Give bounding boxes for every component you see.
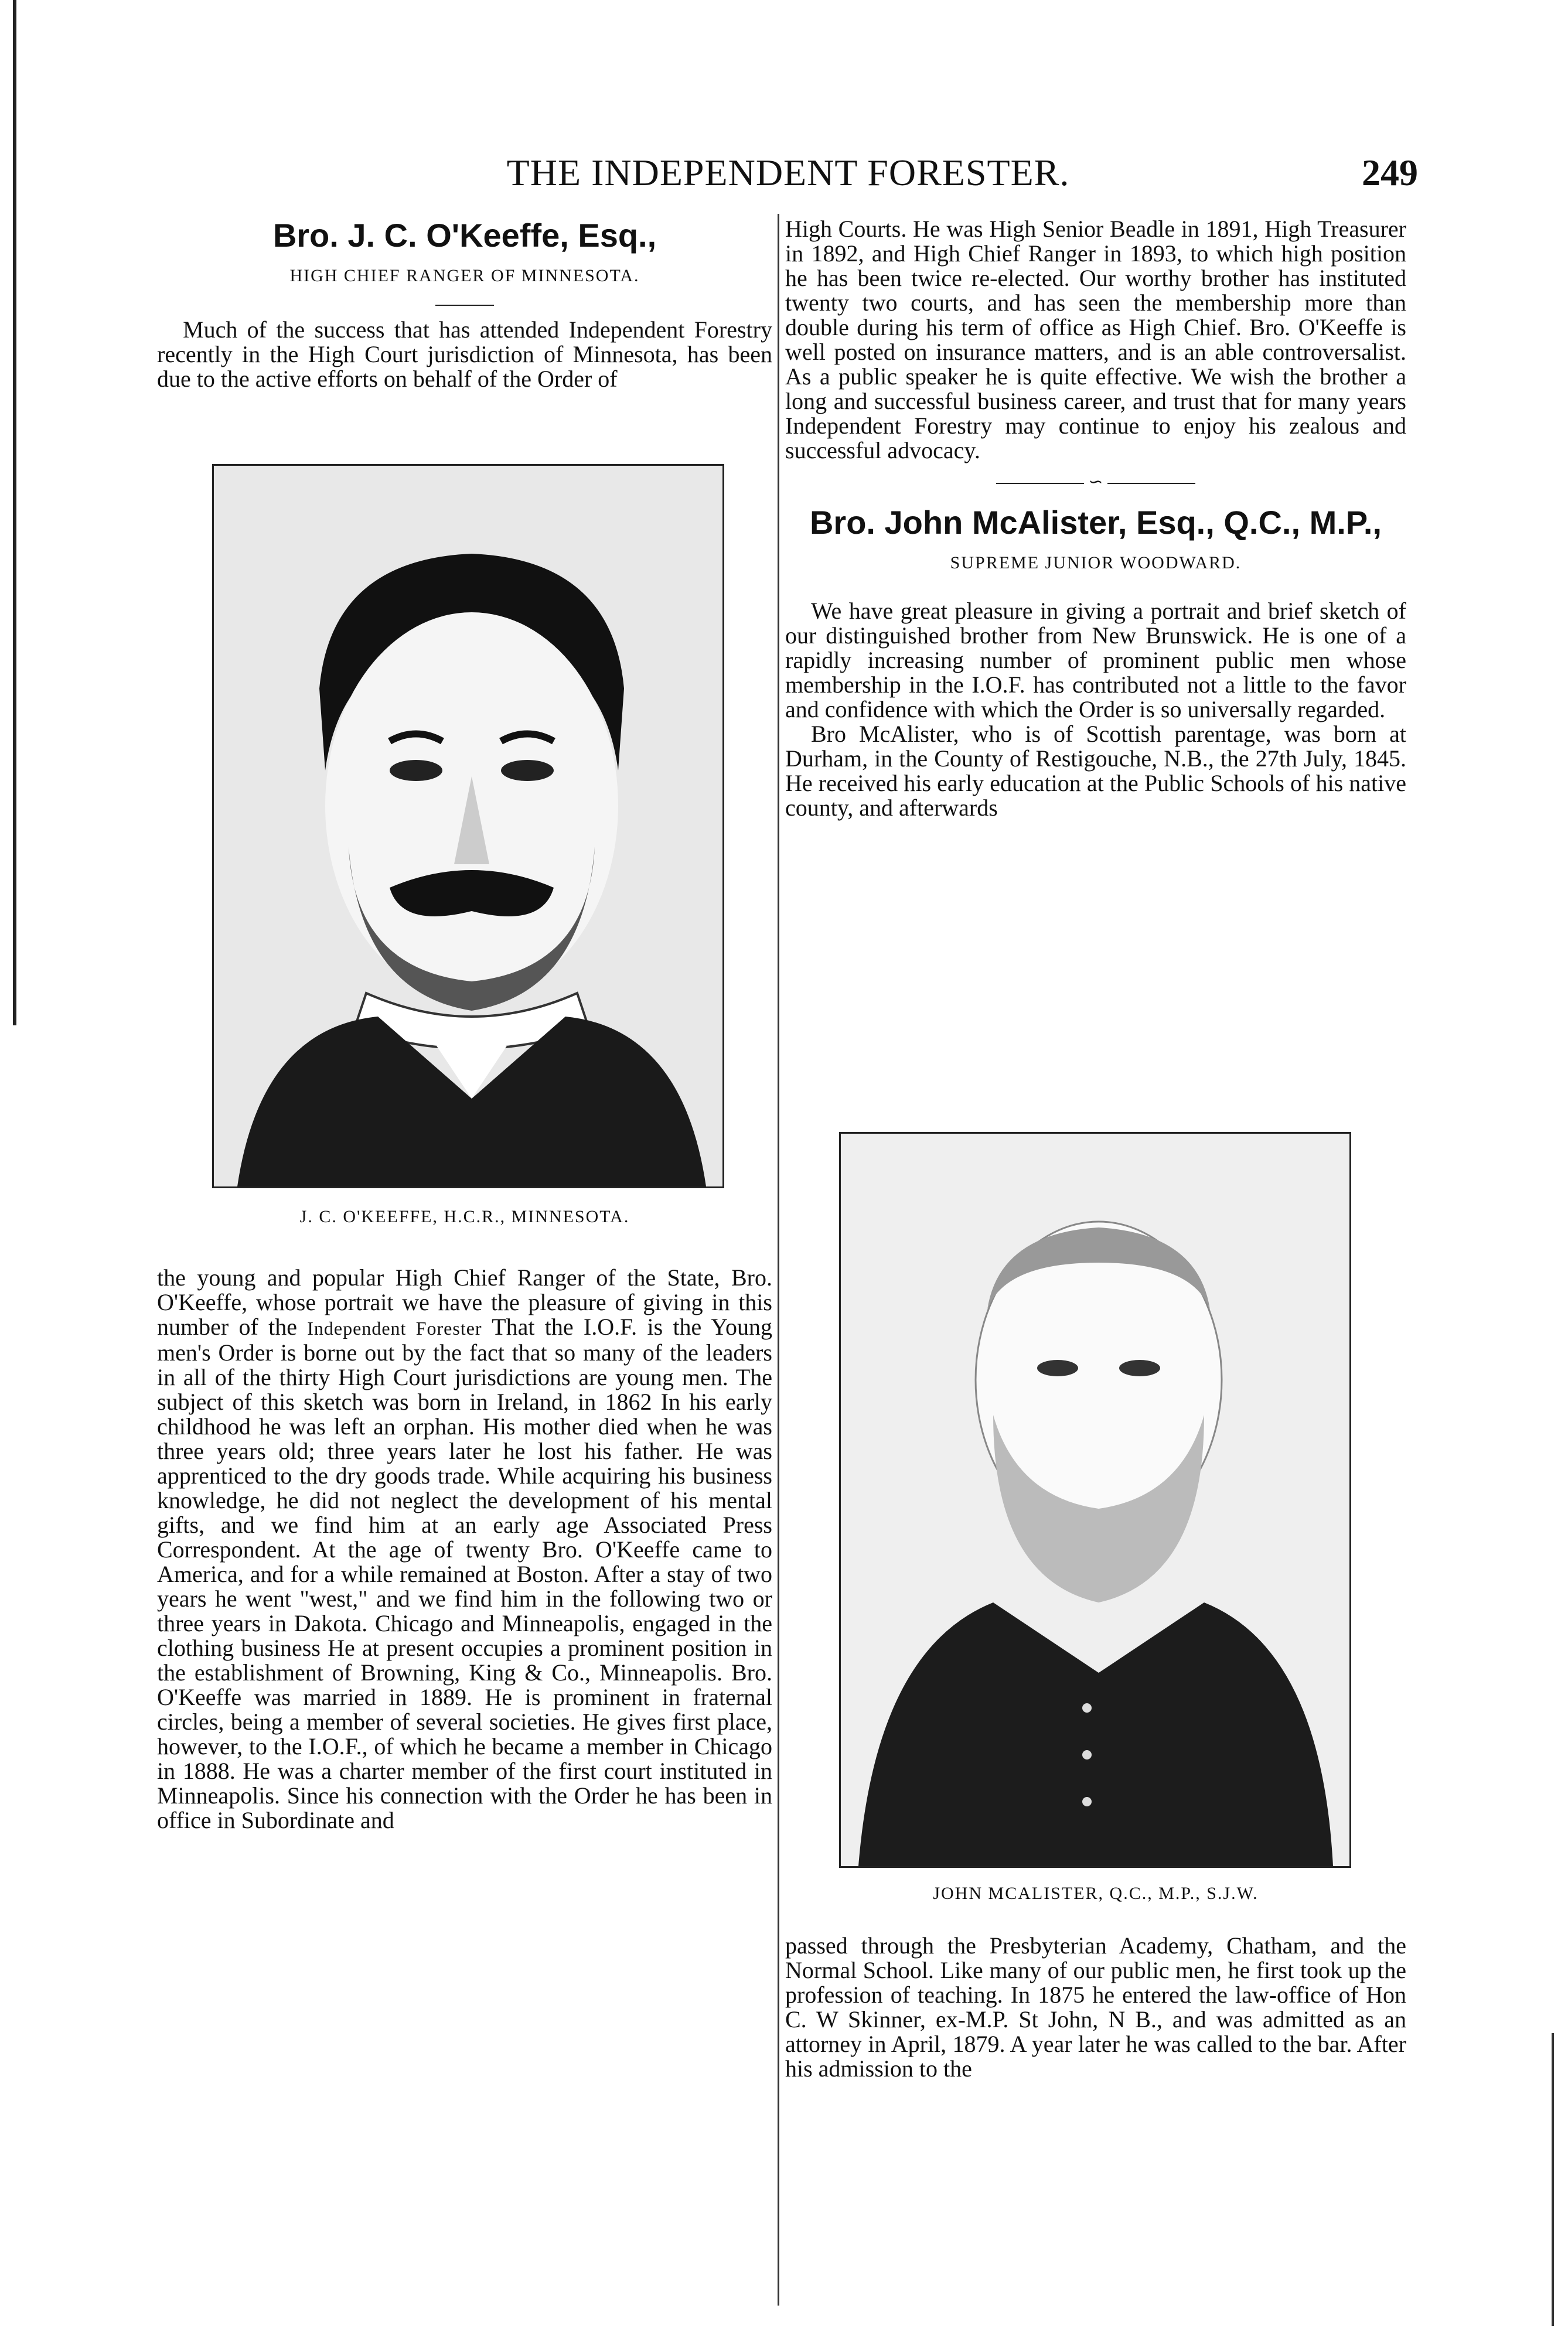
page-edge-shadow xyxy=(13,0,16,1025)
column-rule xyxy=(778,214,779,2306)
portrait-mcalister xyxy=(839,1132,1351,1868)
paragraph: passed through the Presbyterian Academy, Chatham, and the Normal School. Like many of our public men, he first took up the profession of teaching. In 1875 he entered the law-office of Hon C. W Skinner, ex-M.P. St John, N B., and was admitted as an attorney in April, 1879. A year later he was called to the bar. After his admission to the xyxy=(785,1932,1406,2082)
paragraph: Bro McAlister, who is of Scottish parentage, was born at Durham, in the County of Restigouche, N.B., the 27th July, 1845. He received his early education at the Public Schools of his native county, and afterwards xyxy=(785,721,1406,821)
portrait-okeeffe-image xyxy=(214,466,722,1186)
article-heading-mcalister: Bro. John McAlister, Esq., Q.C., M.P., xyxy=(809,504,1382,541)
ornament-divider: ∽ xyxy=(785,473,1406,491)
page-number: 249 xyxy=(1362,152,1418,193)
page-edge-shadow-right xyxy=(1552,2033,1554,2326)
article-heading-okeeffe: Bro. J. C. O'Keeffe, Esq., xyxy=(272,217,657,254)
portrait-caption-mcalister: JOHN MCALISTER, Q.C., M.P., S.J.W. xyxy=(933,1884,1259,1903)
portrait-mcalister-image xyxy=(841,1134,1349,1866)
article-subheading-okeeffe: HIGH CHIEF RANGER OF MINNESOTA. xyxy=(289,266,640,285)
running-head xyxy=(158,151,1418,204)
portrait-caption-okeeffe: J. C. O'KEEFFE, H.C.R., MINNESOTA. xyxy=(299,1207,630,1226)
left-column-bottom xyxy=(157,1266,772,1833)
paragraph: We have great pleasure in giving a portrait and brief sketch of our distinguished brother from New Brunswick. He is one of a rapidly increasing number of prominent public men whose membership in the I.O.F. has contributed not a little to the favor and confidence with which the Order is so universally regarded. xyxy=(785,598,1406,722)
article-subheading-mcalister: SUPREME JUNIOR WOODWARD. xyxy=(950,553,1242,572)
left-column-top xyxy=(157,217,772,391)
paragraph: High Courts. He was High Senior Beadle in 1891, High Treasurer in 1892, and High Chief Ranger in 1893, to which high position he has been twice re-elected. Our worthy brother has instituted twenty two courts, and has seen the membership more than double during his term of office as High Chief. Bro. O'Keeffe is well posted on insurance matters, and is an able controversalist. As a public speaker he is quite effective. We wish the brother a long and successful business career, and trust that for many years Independent Forestry may continue to enjoy his zealous and successful advocacy. xyxy=(785,216,1406,463)
portrait-okeeffe xyxy=(212,464,724,1188)
short-rule xyxy=(435,305,494,306)
paragraph xyxy=(157,1266,772,1833)
right-column-top xyxy=(785,217,1406,820)
journal-name: Independent Forester xyxy=(307,1318,482,1339)
text-run: the young and popular High Chief Ranger of the State, Bro. O'Keeffe, whose portrait we have the pleasure of giving in this number of the xyxy=(157,1264,772,1340)
right-column-bottom xyxy=(785,1934,1406,2081)
journal-title: THE INDEPENDENT FORESTER. xyxy=(506,152,1070,193)
paragraph: Much of the success that has attended Independent Forestry recently in the High Court jurisdiction of Minnesota, has been due to the active efforts on behalf of the Order of xyxy=(157,316,772,392)
text-run: That the I.O.F. is the Young men's Order is borne out by the fact that so many of the leaders in all of the thirty High Court jurisdictions are young men. The subject of this sketch was born in Ireland, in 1862 In his early childhood he was left an orphan. His mother died when he was three years old; three years later he lost his father. He was apprenticed to the dry goods trade. While acquiring his business knowledge, he did not neglect the development of his mental gifts, and we find him at an early age Associated Press Correspondent. At the age of twenty Bro. O'Keeffe came to America, and for a while remained at Boston. After a stay of two years he went "west," and we find him in the following two or three years in Dakota. Chicago and Minneapolis, engaged in the clothing business He at present occupies a prominent position in the establishment of Browning, King & Co., Minneapolis. Bro. O'Keeffe was married in 1889. He is prominent in fraternal circles, being a member of several societies. He gives first place, however, to the I.O.F., of which he became a member in Chicago in 1888. He was a charter member of the first court instituted in Minneapolis. Since his connection with the Order he has been in office in Subordinate and xyxy=(157,1314,772,1833)
